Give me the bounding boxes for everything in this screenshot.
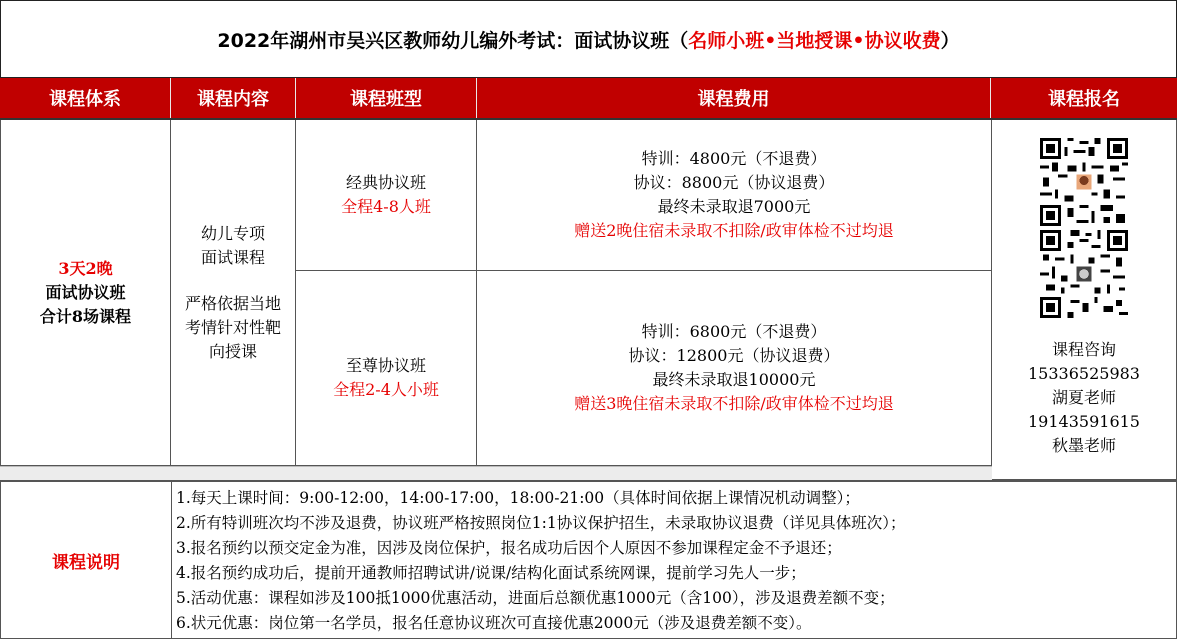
class-type-classic: [296, 120, 477, 271]
fee-protocol: 协议：8800元（协议退费）: [633, 173, 835, 192]
table-header: [0, 78, 1177, 120]
system-class: 面试协议班: [45, 282, 126, 302]
content-line: 严格依据当地: [184, 293, 281, 313]
signup-phone[interactable]: 15336525983: [1028, 364, 1140, 383]
page-title: [0, 0, 1177, 78]
fee-premium: [477, 271, 992, 466]
fee-classic: [477, 120, 992, 271]
fee-train: 特训：6800元（不退费）: [641, 322, 827, 341]
fee-train: 特训：4800元（不退费）: [641, 149, 827, 168]
system-duration: 3天2晚: [58, 258, 113, 278]
signup-consult: 课程咨询: [1051, 340, 1116, 359]
table-body: [0, 120, 1177, 480]
list-item: 4.报名预约成功后，提前开通教师招聘试讲/说课/结构化面试系统网课，提前学习先人一步；: [176, 564, 806, 582]
notes-section: [0, 480, 1177, 639]
fee-refund: 最终未录取退7000元: [657, 197, 811, 216]
class-name: 至尊协议班: [345, 356, 426, 375]
content-line: 幼儿专项: [200, 223, 265, 243]
fee-bonus: 赠送3晚住宿未录取不扣除/政审体检不过均退: [574, 394, 894, 413]
notes-list: [176, 486, 1171, 636]
content-line: 向授课: [208, 341, 257, 361]
class-type-premium: [296, 271, 477, 466]
signup-phone[interactable]: 19143591615: [1028, 412, 1140, 431]
header-system: 课程体系: [0, 78, 171, 118]
fee-bonus: 赠送2晚住宿未录取不扣除/政审体检不过均退: [574, 221, 894, 240]
title-main: 2022年湖州市吴兴区教师幼儿编外考试：面试协议班（: [217, 29, 689, 52]
signup-teacher: 秋墨老师: [1051, 436, 1116, 455]
system-cell: [0, 120, 171, 466]
divider-strip: [0, 466, 992, 480]
system-total: 合计8场课程: [39, 306, 132, 326]
class-size: 全程4-8人班: [341, 197, 431, 216]
header-class-type: 课程班型: [296, 78, 477, 118]
header-fee: 课程费用: [477, 78, 991, 118]
signup-cell: [992, 120, 1177, 480]
list-item: 5.活动优惠：课程如涉及100抵1000优惠活动，进面后总额优惠1000元（含100），涉及退费差额不变；: [176, 589, 895, 607]
class-size: 全程2-4人小班: [333, 380, 439, 399]
list-item: 3.报名预约以预交定金为准，因涉及岗位保护，报名成功后因个人原因不参加课程定金不予退还；: [176, 539, 842, 557]
content-line: 考情针对性靶: [184, 317, 281, 337]
fee-refund: 最终未录取退10000元: [652, 370, 816, 389]
header-content: 课程内容: [171, 78, 296, 118]
title-highlight: 名师小班•当地授课•协议收费: [688, 29, 941, 52]
fee-protocol: 协议：12800元（协议退费）: [628, 346, 840, 365]
notes-label: 课程说明: [1, 482, 172, 639]
content-cell: [171, 120, 296, 466]
qr-code-icon[interactable]: [1040, 138, 1128, 226]
list-item: 1.每天上课时间：9:00-12:00，14:00-17:00，18:00-21:00（具体时间依据上课情况机动调整）；: [176, 489, 860, 507]
header-signup: 课程报名: [1048, 89, 1120, 110]
class-name: 经典协议班: [345, 173, 426, 192]
content-line: 面试课程: [200, 247, 265, 267]
qr-code-icon[interactable]: [1040, 230, 1128, 318]
signup-teacher: 湖夏老师: [1051, 388, 1116, 407]
title-close: ）: [940, 29, 960, 52]
list-item: 6.状元优惠：岗位第一名学员，报名任意协议班次可直接优惠2000元（涉及退费差额不变）。: [176, 614, 812, 632]
list-item: 2.所有特训班次均不涉及退费，协议班严格按照岗位1:1协议保护招生，未录取协议退费（详见具体班次）；: [176, 514, 906, 532]
